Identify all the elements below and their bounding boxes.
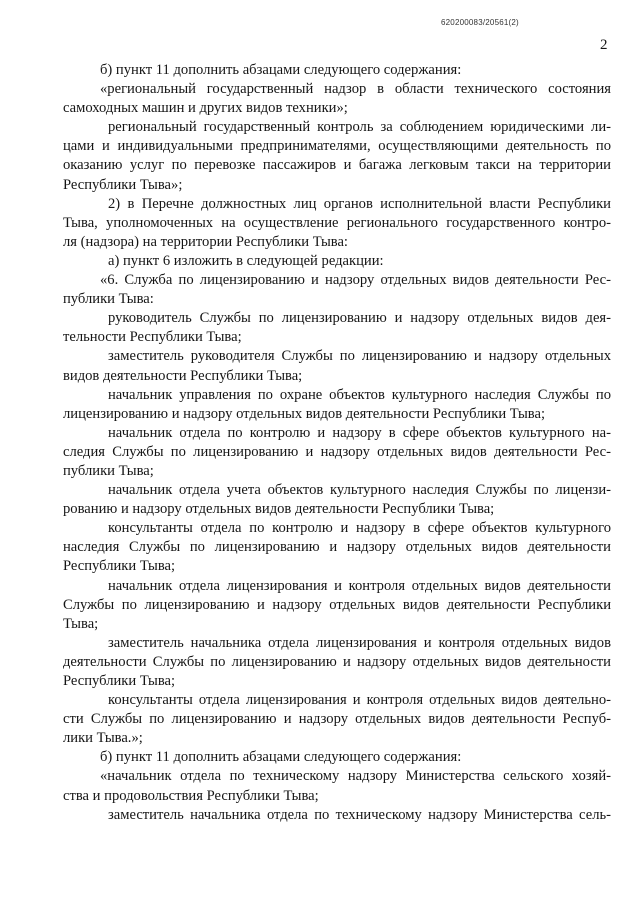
page-number: 2 (600, 37, 608, 53)
text-line: лики Тыва.»; (63, 730, 143, 747)
text-line: «региональный государственный надзор в области технического состояния (100, 81, 611, 98)
text-line: ства и продовольствия Республики Тыва; (63, 787, 319, 804)
text-line: Республики Тыва»; (63, 176, 183, 193)
text-line: рованию и надзору отдельных видов деятельности Республики Тыва; (63, 501, 495, 518)
text-line: консультанты отдела по контролю и надзору в сфере объектов культурного (108, 520, 611, 537)
text-line: публики Тыва: (63, 291, 154, 308)
text-line: руководитель Службы по лицензированию и надзору отдельных видов дея- (108, 310, 611, 327)
text-line: заместитель руководителя Службы по лицензированию и надзору отдельных (108, 348, 611, 365)
text-line: начальник управления по охране объектов культурного наследия Службы по (108, 386, 611, 403)
document-code: 620200083/20561(2) (441, 18, 519, 27)
text-line: «начальник отдела по техническому надзору Министерства сельского хозяй- (100, 768, 611, 785)
text-line: региональный государственный контроль за соблюдением юридическими ли- (108, 119, 611, 136)
text-line: «6. Служба по лицензированию и надзору отдельных видов деятельности Рес- (100, 272, 611, 289)
text-line: ля (надзора) на территории Республики Тыва: (63, 233, 348, 250)
text-line: деятельности Службы по лицензированию и надзору отдельных видов деятельности (63, 653, 611, 670)
text-line: начальник отдела по контролю и надзору в сфере объектов культурного на- (108, 424, 611, 441)
text-line: начальник отдела учета объектов культурного наследия Службы по лицензи- (108, 482, 611, 499)
text-line: Тыва, уполномоченных на осуществление регионального государственного контро- (63, 214, 611, 231)
text-line: б) пункт 11 дополнить абзацами следующего содержания: (100, 62, 462, 78)
text-line: тельности Республики Тыва; (63, 329, 242, 346)
document-body (63, 61, 611, 825)
text-line: заместитель начальника отдела по техническому надзору Министерства сель- (108, 806, 611, 823)
text-line: Республики Тыва; (63, 558, 176, 575)
text-line: следия Службы по лицензированию и надзору отдельных видов деятельности Рес- (63, 443, 611, 460)
text-line: оказанию услуг по перевозке пассажиров и багажа легковым такси на территории (63, 157, 611, 174)
text-line: публики Тыва; (63, 462, 154, 479)
text-line: лицензированию и надзору отдельных видов деятельности Республики Тыва; (63, 405, 546, 422)
text-line: 2) в Перечне должностных лиц органов исполнительной власти Республики (108, 195, 611, 212)
text-line: видов деятельности Республики Тыва; (63, 367, 303, 384)
text-line: Службы по лицензированию и надзору отдельных видов деятельности Республики (63, 596, 611, 613)
text-line: заместитель начальника отдела лицензирования и контроля отдельных видов (108, 634, 611, 651)
text-line: Тыва; (63, 615, 99, 632)
text-line: б) пункт 11 дополнить абзацами следующего содержания: (100, 749, 462, 766)
text-line: Республики Тыва; (63, 673, 176, 689)
text-line: цами и индивидуальными предпринимателями, осуществляющими деятельность по (63, 138, 611, 155)
text-line: наследия Службы по лицензированию и надзору отдельных видов деятельности (63, 539, 611, 556)
text-line: консультанты отдела лицензирования и контроля отдельных видов деятельно- (108, 692, 611, 709)
text-line: самоходных машин и других видов техники»; (63, 100, 348, 117)
text-line: начальник отдела лицензирования и контроля отдельных видов деятельности (108, 577, 611, 594)
text-line: а) пункт 6 изложить в следующей редакции: (108, 252, 384, 269)
text-line: сти Службы по лицензированию и надзору отдельных видов деятельности Респуб- (63, 711, 611, 728)
